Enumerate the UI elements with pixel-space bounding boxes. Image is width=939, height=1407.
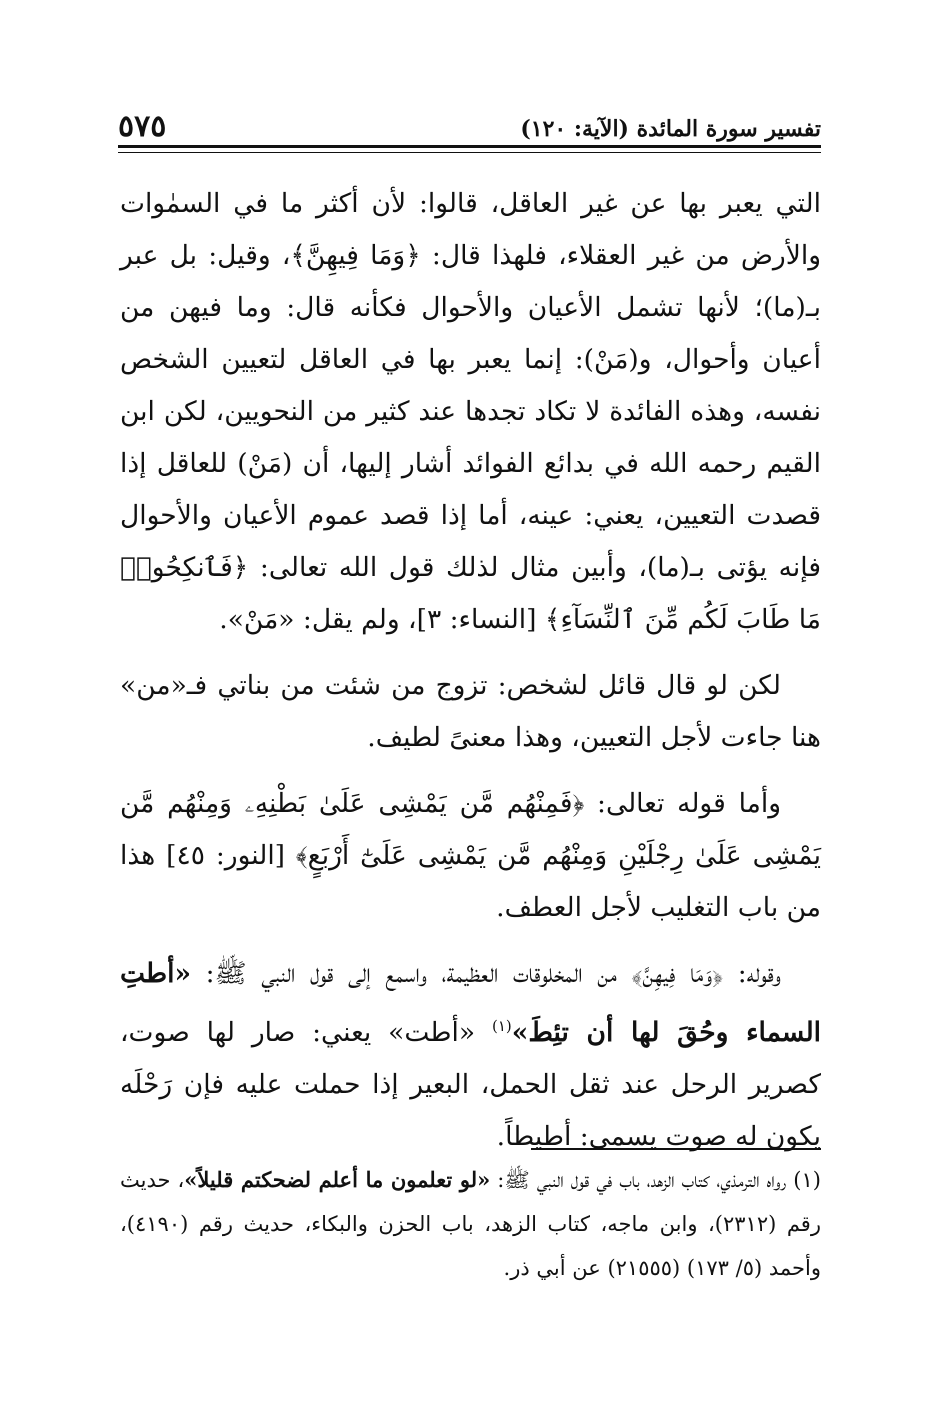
paragraph-4-lead: وقوله: ﴿وَمَا فِيهِنَّ﴾ من المخلوقات العظيمة، واسمع إلى قول النبي ﷺ:	[191, 958, 781, 989]
paragraph-1: التي يعبر بها عن غير العاقل، قالوا: لأن أكثر ما في السمٰوات والأرض من غير العقلاء، فلهذا قال: ﴿وَمَا فِيهِنَّ﴾، وقيل: بل عبر بـ(ما)؛ لأنها تشمل الأعيان والأحوال فكأنه قال: وما فيهن من أعيان وأحوال، و(مَنْ): إنما يعبر بها في العاقل لتعيين الشخص نفسه، وهذه الفائدة لا تكاد تجدها عند كثير من النحويين، لكن ابن القيم رحمه الله في بدائع الفوائد أشار إليها، أن (مَنْ) للعاقل إذا قصدت التعيين، يعني: عينه، أما إذا قصد عموم الأعيان والأحوال فإنه يؤتى بـ(ما)، وأبين مثال لذلك قول الله تعالى: ﴿فَٱنكِحُوا۟ مَا طَابَ لَكُم مِّنَ ٱلنِّسَآءِ﴾ [النساء: ٣]، ولم يقل: «مَنْ».	[120, 188, 821, 635]
paragraph-2: لكن لو قال قائل لشخص: تزوج من شئت من بناتي فـ«من» هنا جاءت لأجل التعيين، وهذا معنىً لطيف.	[120, 670, 821, 753]
footnote-1-hadith: «لو تعلمون ما أعلم لضحكتم قليلاً»	[184, 1167, 491, 1192]
paragraph-3: وأما قوله تعالى: ﴿فَمِنْهُم مَّن يَمْشِى عَلَىٰ بَطْنِهِۦ وَمِنْهُم مَّن يَمْشِى عَلَىٰ رِجْلَيْنِ وَمِنْهُم مَّن يَمْشِى عَلَىٰٓ أَرْبَعٍ﴾ [النور: ٤٥] هذا من باب التغليب لأجل العطف.	[120, 788, 821, 923]
running-title: تفسير سورة المائدة (الآية: ١٢٠)	[520, 116, 821, 142]
paragraph-4-tail: «أطت» يعني: صار لها صوت، كصرير الرحل عند ثقل الحمل، البعير إذا حملت عليه فإن رَحْلَه يكون له صوت يسمى: أطيطاً.	[120, 1016, 821, 1152]
hadith-quote: «أطتِ السماء وحُقَ لها أن تئِطَ»	[120, 958, 822, 1048]
footnotes	[120, 1158, 821, 1290]
header-rule-thin	[118, 152, 821, 153]
footnote-1	[120, 1158, 821, 1290]
footnote-1-lead: (١) رواه الترمذي، كتاب الزهد، باب في قول النبي ﷺ:	[490, 1168, 821, 1192]
page-number: ٥٧٥	[118, 109, 167, 144]
paragraph-4	[120, 948, 821, 1163]
header-rule	[118, 145, 821, 148]
footnote-divider	[531, 1148, 821, 1150]
main-text	[120, 178, 821, 1177]
page-header	[118, 100, 821, 146]
footnote-marker[interactable]: (١)	[491, 1017, 512, 1035]
footnote-1-tail: ، حديث رقم (٢٣١٢)، وابن ماجه، كتاب الزهد، باب الحزن والبكاء، حديث رقم (٤١٩٠)، وأحمد (٥/ ١٧٣) (٢١٥٥٥) عن أبي ذر.	[120, 1168, 821, 1280]
